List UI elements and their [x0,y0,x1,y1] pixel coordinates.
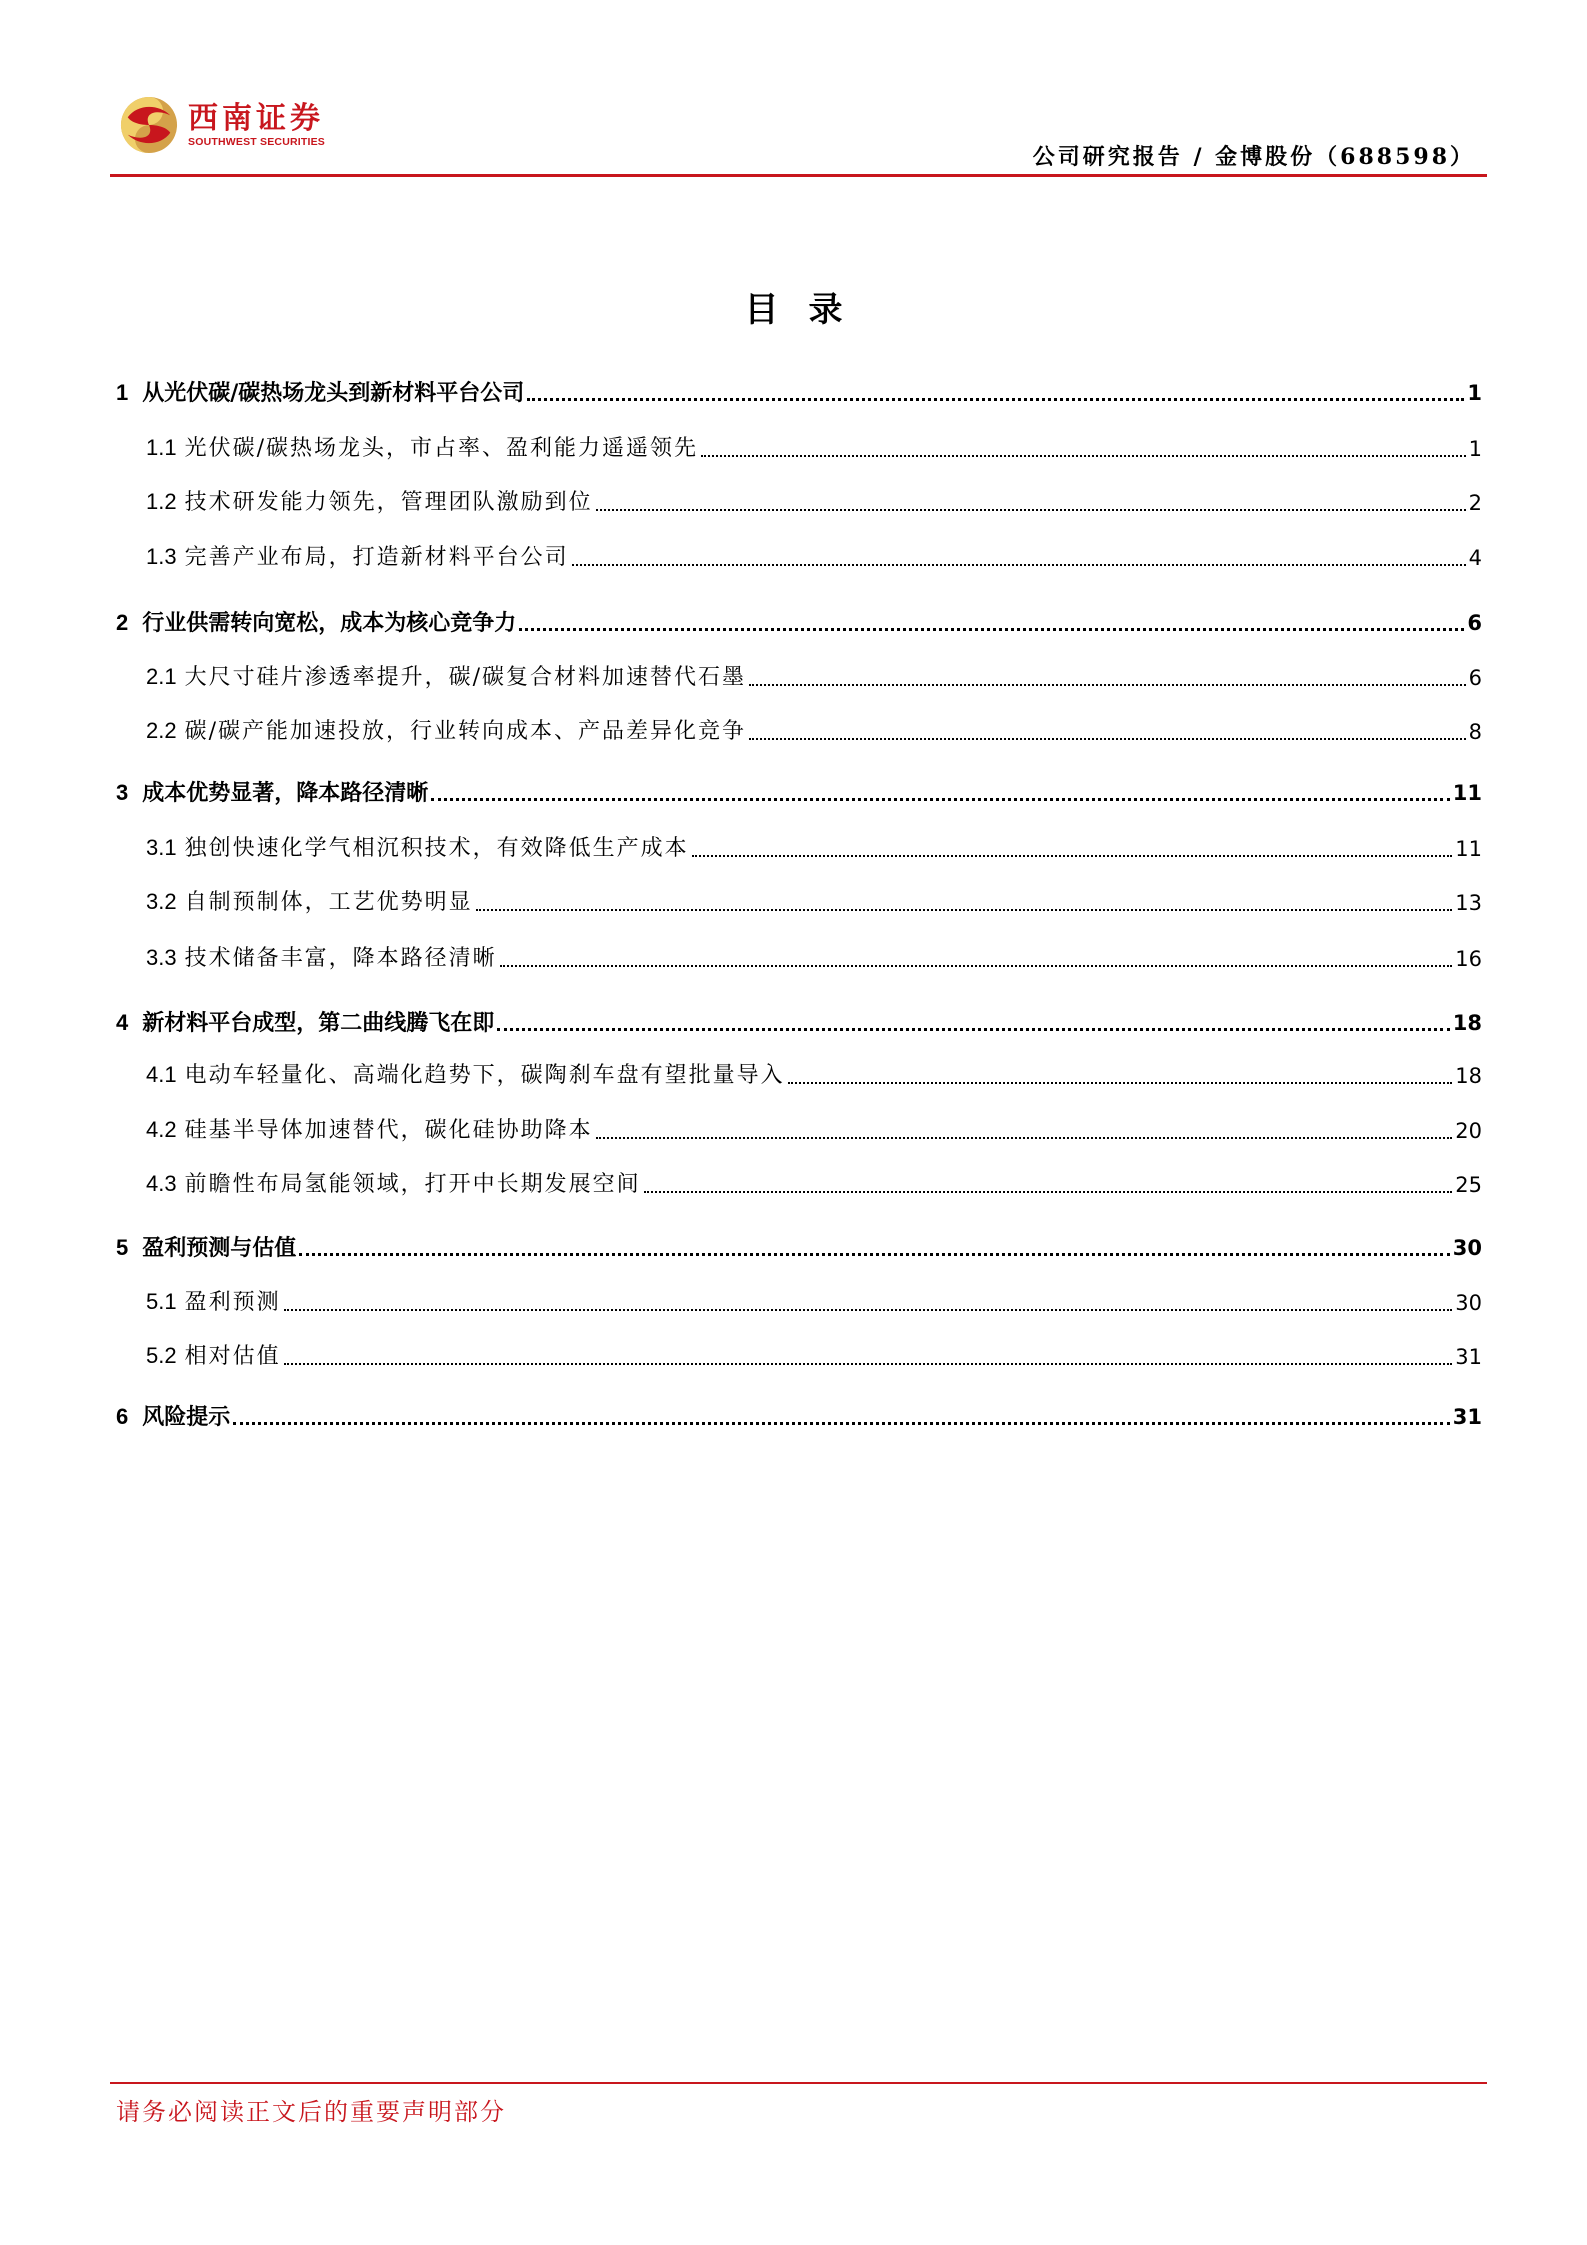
toc-entry-title[interactable] [146,1341,281,1372]
toc-entry-number: 3.2 [146,889,177,914]
toc-entry-text: 技术研发能力领先，管理团队激励到位 [184,490,593,515]
toc-entry-title[interactable] [116,1233,296,1263]
toc-entry-page[interactable]: 20 [1455,1119,1482,1143]
toc-entry-text: 硅基半导体加速替代，碳化硅协助降本 [184,1118,593,1143]
toc-entry-text: 风险提示 [142,1404,231,1430]
toc-entry-number: 1.3 [146,544,177,569]
toc-entry-text: 成本优势显著，降本路径清晰 [142,780,429,806]
toc-entry-text: 大尺寸硅片渗透率提升，碳/碳复合材料加速替代石墨 [184,665,747,690]
toc-entry[interactable] [116,1002,1482,1038]
toc-dot-leader [284,1363,1453,1365]
toc-entry-number: 4.3 [146,1171,177,1196]
toc-entry-title[interactable] [116,1008,494,1038]
toc-entry-title[interactable] [116,378,524,408]
toc-entry[interactable] [116,1110,1482,1146]
toc-entry-number: 1 [116,380,129,405]
toc-entry-page[interactable]: 1 [1468,437,1482,461]
toc-entry[interactable] [116,482,1482,518]
toc-entry-text: 自制预制体，工艺优势明显 [184,890,473,915]
toc-entry-text: 从光伏碳/碳热场龙头到新材料平台公司 [142,380,525,406]
toc-entry-text: 独创快速化学气相沉积技术，有效降低生产成本 [184,836,689,861]
logo-chinese-name: 西南证券 [188,101,324,136]
toc-entry-number: 1.1 [146,435,177,460]
toc-entry-page[interactable]: 13 [1455,891,1482,915]
toc-entry[interactable] [116,882,1482,918]
toc-dot-leader [233,1422,1450,1425]
toc-entry-number: 3 [116,780,129,805]
toc-dot-leader [788,1082,1453,1084]
toc-entry-page[interactable]: 18 [1455,1064,1482,1088]
toc-dot-leader [500,965,1453,967]
toc-entry-title[interactable] [116,608,516,638]
toc-entry-page[interactable]: 8 [1468,720,1482,744]
toc-entry-title[interactable] [146,662,746,693]
toc-entry-title[interactable] [146,433,698,464]
company-logo [120,96,325,154]
toc-entry-page[interactable]: 31 [1452,1405,1482,1429]
toc-entry[interactable] [116,372,1482,408]
toc-entry-title[interactable] [146,1169,641,1200]
report-label: 公司研究报告 / 金博股份（688598） [1032,144,1475,170]
toc-entry-number: 3.3 [146,945,177,970]
toc-entry-page[interactable]: 11 [1452,781,1482,805]
toc-entry-number: 5.1 [146,1289,177,1314]
page-title: 目录 [744,290,873,330]
toc-entry-title[interactable] [146,943,497,974]
toc-entry[interactable] [116,428,1482,464]
page-header [110,90,1487,178]
toc-entry-page[interactable]: 2 [1468,491,1482,515]
toc-entry-number: 2.2 [146,718,177,743]
toc-entry-title[interactable] [146,716,746,747]
toc-entry-number: 5 [116,1235,129,1260]
toc-entry-text: 完善产业布局，打造新材料平台公司 [184,545,569,570]
toc-dot-leader [692,855,1453,857]
toc-dot-leader [701,455,1466,457]
toc-entry-number: 5.2 [146,1343,177,1368]
toc-dot-leader [519,628,1464,631]
toc-entry[interactable] [116,772,1482,808]
toc-dot-leader [476,909,1453,911]
toc-entry-page[interactable]: 11 [1455,837,1482,861]
toc-entry-text: 技术储备丰富，降本路径清晰 [184,946,497,971]
toc-entry[interactable] [116,1396,1482,1432]
toc-entry[interactable] [116,1227,1482,1263]
toc-entry-text: 前瞻性布局氢能领域，打开中长期发展空间 [184,1172,641,1197]
toc-dot-leader [749,738,1466,740]
toc-entry-title[interactable] [146,1287,281,1318]
toc-entry-page[interactable]: 16 [1455,947,1482,971]
toc-entry-title[interactable] [146,887,473,918]
toc-entry-number: 4.1 [146,1062,177,1087]
toc-dot-leader [749,684,1466,686]
footer-divider [110,2082,1487,2084]
toc-entry[interactable] [116,1336,1482,1372]
toc-dot-leader [497,1028,1450,1031]
toc-entry-title[interactable] [146,487,593,518]
toc-entry[interactable] [116,938,1482,974]
toc-entry-page[interactable]: 30 [1452,1236,1482,1260]
toc-entry-title[interactable] [146,1115,593,1146]
toc-entry-number: 4.2 [146,1117,177,1142]
toc-entry-text: 新材料平台成型，第二曲线腾飞在即 [142,1010,495,1036]
toc-entry-text: 光伏碳/碳热场龙头，市占率、盈利能力遥遥领先 [184,436,699,461]
toc-entry-page[interactable]: 25 [1455,1173,1482,1197]
toc-entry-title[interactable] [116,778,428,808]
toc-entry[interactable] [116,602,1482,638]
toc-dot-leader [572,564,1466,566]
toc-entry-text: 电动车轻量化、高端化趋势下，碳陶刹车盘有望批量导入 [184,1063,785,1088]
logo-english-name: SOUTHWEST SECURITIES [188,136,326,148]
header-divider [110,174,1487,177]
toc-entry-page[interactable]: 30 [1455,1291,1482,1315]
toc-entry-title[interactable] [116,1402,230,1432]
toc-entry[interactable] [116,657,1482,693]
toc-entry-text: 碳/碳产能加速投放，行业转向成本、产品差异化竞争 [184,719,747,744]
toc-entry-text: 行业供需转向宽松，成本为核心竞争力 [142,610,517,636]
toc-entry-number: 2 [116,610,129,635]
toc-dot-leader [527,398,1464,401]
toc-entry-text: 相对估值 [184,1344,281,1369]
toc-entry-number: 6 [116,1404,129,1429]
toc-entry-number: 4 [116,1010,129,1035]
toc-entry-page[interactable]: 4 [1468,546,1482,570]
toc-entry-text: 盈利预测与估值 [142,1235,297,1261]
toc-entry-number: 3.1 [146,835,177,860]
toc-entry[interactable] [116,1055,1482,1091]
toc-entry-title[interactable] [146,542,569,573]
toc-entry[interactable] [116,1164,1482,1200]
footer-disclaimer: 请务必阅读正文后的重要声明部分 [116,2098,506,2126]
toc-dot-leader [299,1253,1450,1256]
toc-dot-leader [596,1137,1453,1139]
toc-dot-leader [431,798,1450,801]
toc-entry[interactable] [116,1282,1482,1318]
toc-entry[interactable] [116,537,1482,573]
toc-entry-text: 盈利预测 [184,1290,281,1315]
toc-entry-page[interactable]: 6 [1467,611,1482,635]
toc-entry-page[interactable]: 31 [1455,1345,1482,1369]
toc-entry-page[interactable]: 6 [1468,666,1482,690]
toc-entry-page[interactable]: 18 [1452,1011,1482,1035]
toc-entry-title[interactable] [146,833,689,864]
toc-entry-number: 1.2 [146,489,177,514]
toc-entry[interactable] [116,828,1482,864]
toc-dot-leader [284,1309,1453,1311]
toc-entry[interactable] [116,711,1482,747]
toc-entry-page[interactable]: 1 [1467,381,1482,405]
southwest-securities-logo-icon [120,96,178,154]
toc-dot-leader [644,1191,1453,1193]
toc-entry-number: 2.1 [146,664,177,689]
toc-entry-title[interactable] [146,1060,785,1091]
toc-dot-leader [596,509,1466,511]
